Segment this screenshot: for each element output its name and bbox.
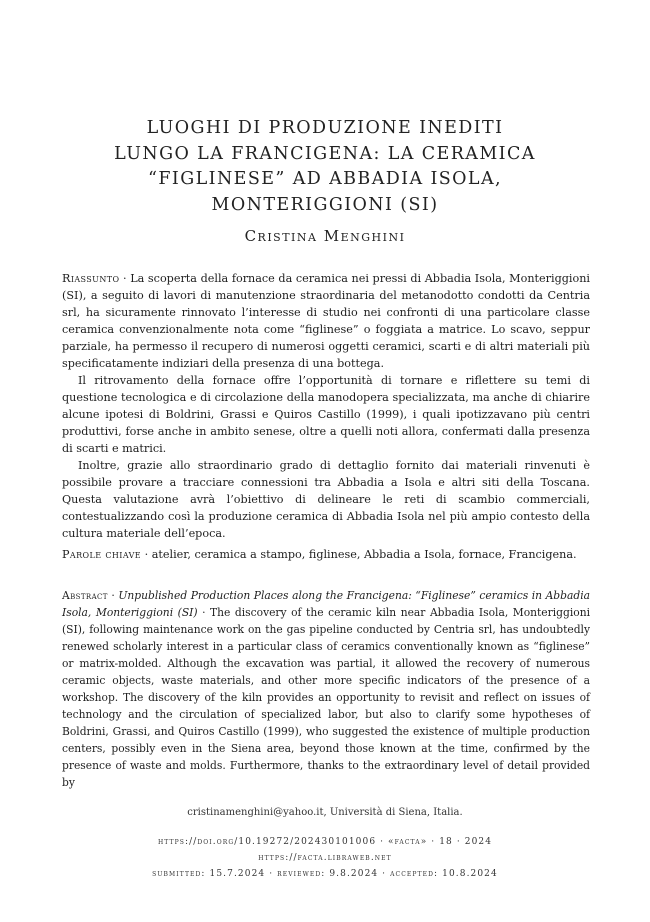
abstract-text: The discovery of the ceramic kiln near Abbadia Isola, Monteriggioni (SI), following maintenance work on the gas pipeline conducted by Centria srl, has undoubtedly renewed scholarly interest in a particular class of ceramics conventionally known as “figlinese” or matrix-molded. Although the excavation was partial, it allowed the recovery of numerous ceramic objects, waste materials, and other more specific indicators of the presence of a workshop. The discovery of the kiln provides an opportunity to revisit and reflect on issues of technology and the circulation of specialized labor, but also to clarify some hypotheses of Boldrini, Grassi, and Quiros Castillo (1999), who suggested the existence of multiple production centers, possibly even in the Siena area, beyond those known at the time, confirmed by the presence of waste and molds. Furthermore, thanks to the extraordinary level of detail provided by: [62, 606, 590, 789]
riassunto-paragraph: [62, 270, 590, 372]
keywords-text: atelier, ceramica a stampo, figlinese, Abbadia a Isola, fornace, Francigena.: [151, 548, 577, 561]
article-title: [0, 116, 650, 218]
separator: ·: [141, 548, 152, 561]
keywords-paragraph: [62, 546, 590, 563]
author-email-affiliation: cristinamenghini@yahoo.it, Università di Siena, Italia.: [187, 807, 463, 818]
title-line: MONTERIGGIONI (SI): [211, 194, 439, 215]
title-line: LUNGO LA FRANCIGENA: LA CERAMICA: [114, 143, 536, 164]
doi-line: https://doi.org/10.19272/202430101006 · «facta» · 18 · 2024: [157, 837, 493, 847]
keywords-section: [62, 546, 590, 563]
separator: ·: [197, 606, 211, 619]
title-line: “FIGLINESE” AD ABBADIA ISOLA,: [148, 169, 502, 190]
abstract-label: Abstract: [62, 589, 108, 602]
keywords-label: Parole chiave: [62, 548, 142, 561]
separator: ·: [107, 589, 119, 602]
title-line: LUOGHI DI PRODUZIONE INEDITI: [146, 118, 504, 138]
riassunto-section: [62, 270, 590, 542]
separator: ·: [119, 272, 131, 285]
journal-url: https://facta.libraweb.net: [258, 853, 392, 863]
riassunto-paragraph: Il ritrovamento della fornace offre l’opportunità di tornare e riflettere su temi di questione tecnologica e di circolazione della manodopera specializzata, ma anche di chiarire alcune ipotesi di Boldrini, Grassi e Quiros Castillo (1999), i quali ipotizzavano più centri produttivi, forse anche in ambito senese, oltre a quelli noti allora, confermati dalla presenza di scarti e matrici.: [62, 374, 590, 455]
abstract-section: [62, 587, 590, 791]
submission-dates: submitted: 15.7.2024 · reviewed: 9.8.2024 · accepted: 10.8.2024: [152, 869, 498, 879]
riassunto-paragraph: Inoltre, grazie allo straordinario grado di dettaglio fornito dai materiali rinvenuti è possibile provare a tracciare connessioni tra Abbadia a Isola e altri siti della Toscana. Questa valutazione avrà l’obiettivo di delineare le reti di scambio commerciali, contestualizzando così la produzione ceramica di Abbadia Isola nel più ampio contesto della cultura materiale dell’epoca.: [62, 459, 590, 540]
riassunto-text: La scoperta della fornace da ceramica nei pressi di Abbadia Isola, Monteriggioni (SI), a seguito di lavori di manutenzione straordinaria del metanodotto condotti da Centria srl, ha sicuramente rinnovato l’interesse di studio nei confronti di una particolare classe ceramica convenzionalmente nota come “figlinese” o foggiata a matrice. Lo scavo, seppur parziale, ha permesso il recupero di numerosi oggetti ceramici, scarti e di altri materiali più specificatamente indiziari della presenza di una bottega.: [62, 272, 590, 370]
abstract-paragraph: [62, 587, 590, 791]
riassunto-label: Riassunto: [62, 272, 120, 285]
abstract-english-title: Unpublished Production Places along the Francigena: “Figlinese” ceramics in Abbadia Isola, Monteriggioni (SI): [62, 589, 590, 619]
author-name: Cristina Menghini: [244, 227, 406, 245]
